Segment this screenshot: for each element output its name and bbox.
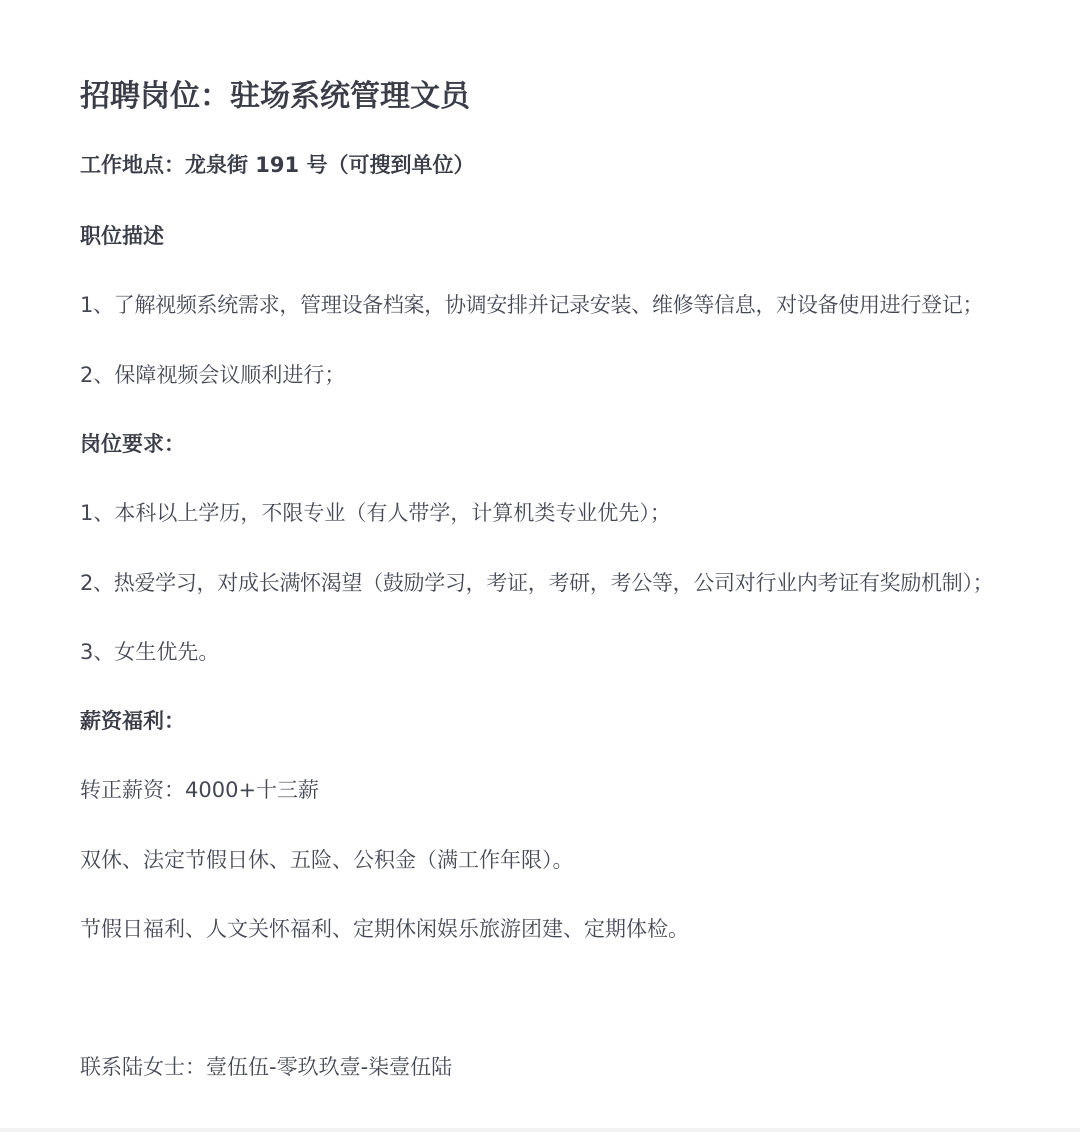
description-heading: 职位描述 bbox=[80, 224, 164, 248]
requirements-heading: 岗位要求： bbox=[80, 432, 185, 456]
benefit-salary: 转正薪资：4000+十三薪 bbox=[80, 778, 320, 802]
contact-info: 联系陆女士：壹伍伍-零玖玖壹-柒壹伍陆 bbox=[80, 1055, 453, 1079]
benefit-leave-insurance: 双休、法定节假日休、五险、公积金（满工作年限）。 bbox=[80, 848, 574, 872]
page-title: 招聘岗位：驻场系统管理文员 bbox=[80, 79, 470, 114]
requirement-item-3: 3、女生优先。 bbox=[80, 640, 220, 664]
requirement-item-1: 1、本科以上学历，不限专业（有人带学，计算机类专业优先）； bbox=[80, 501, 671, 525]
description-item-1: 1、了解视频系统需求，管理设备档案，协调安排并记录安装、维修等信息，对设备使用进行登记； bbox=[80, 293, 984, 317]
description-item-2: 2、保障视频会议顺利进行； bbox=[80, 363, 346, 387]
requirement-item-2: 2、热爱学习，对成长满怀渴望（鼓励学习，考证，考研，考公等，公司对行业内考证有奖励机制）； bbox=[80, 571, 994, 595]
bottom-divider bbox=[0, 1128, 1080, 1132]
benefit-welfare: 节假日福利、人文关怀福利、定期休闲娱乐旅游团建、定期体检。 bbox=[80, 917, 689, 941]
work-location: 工作地点：龙泉街 191 号（可搜到单位） bbox=[80, 153, 475, 177]
benefits-heading: 薪资福利： bbox=[80, 709, 185, 733]
